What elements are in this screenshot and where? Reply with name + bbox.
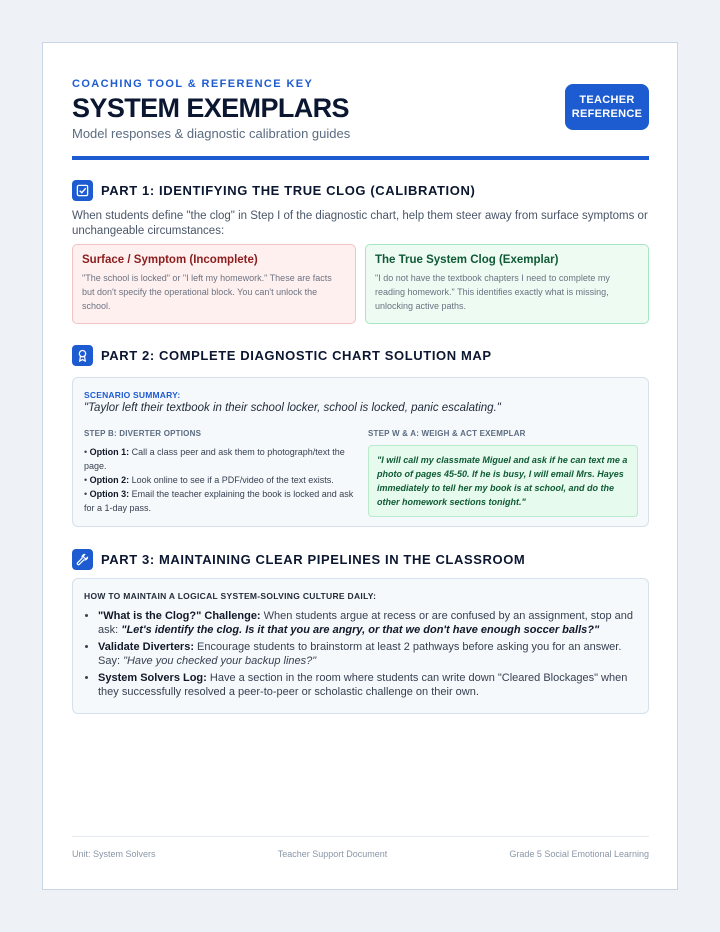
option-label: Option 3: bbox=[89, 489, 130, 499]
true-clog-body: "I do not have the textbook chapters I need to complete my reading homework." This identifies exactly what is missing, unlocking active paths. bbox=[375, 273, 610, 311]
teacher-reference-badge bbox=[565, 84, 649, 130]
part3-title: PART 3: MAINTAINING CLEAR PIPELINES IN THE CLASSROOM bbox=[101, 552, 526, 567]
option-text: Look online to see if a PDF/video of the text exists. bbox=[131, 475, 334, 485]
list-item: • Option 2: Look online to see if a PDF/video of the text exists. bbox=[84, 475, 334, 485]
document-page bbox=[42, 42, 678, 890]
true-clog-title: The True System Clog (Exemplar) bbox=[375, 254, 559, 266]
part2-heading bbox=[72, 345, 492, 366]
step-b-label: STEP B: DIVERTER OPTIONS bbox=[84, 429, 202, 438]
footer-unit: Unit: System Solvers bbox=[72, 849, 156, 859]
badge-line-2: REFERENCE bbox=[571, 108, 643, 120]
option-text: Email the teacher explaining the book is locked and ask for a 1-day pass. bbox=[84, 489, 354, 513]
diverter-options-list bbox=[84, 445, 354, 515]
part1-title: PART 1: IDENTIFYING THE TRUE CLOG (CALIBRATION) bbox=[101, 183, 476, 198]
badge-line-1: TEACHER bbox=[579, 94, 635, 106]
list-item bbox=[98, 671, 638, 699]
culture-label: HOW TO MAINTAIN A LOGICAL SYSTEM-SOLVING CULTURE DAILY: bbox=[84, 591, 377, 601]
scenario-text: "Taylor left their textbook in their school locker, school is locked, panic escalating." bbox=[84, 402, 501, 414]
option-label: Option 2: bbox=[89, 475, 130, 485]
part3-heading bbox=[72, 549, 525, 570]
item-text: When students argue at recess or are confused by an assignment, stop and ask: bbox=[98, 610, 633, 636]
surface-symptom-body: "The school is locked" or "I left my homework." These are facts but don't specify the operational block. You can't unlock the school. bbox=[82, 273, 332, 311]
scenario-label: SCENARIO SUMMARY: bbox=[84, 390, 181, 400]
wrench-icon bbox=[72, 549, 93, 570]
header-divider bbox=[72, 156, 649, 160]
list-item bbox=[98, 609, 638, 637]
page-subtitle: Model responses & diagnostic calibration guides bbox=[72, 126, 351, 141]
classroom-culture-box bbox=[72, 578, 649, 714]
checkbox-icon bbox=[72, 180, 93, 201]
item-text: Encourage students to brainstorm at least 2 pathways before asking you for an answer. Say: bbox=[98, 641, 622, 667]
option-text: Call a class peer and ask them to photograph/text the page. bbox=[84, 447, 345, 471]
item-lead: Validate Diverters: bbox=[98, 641, 194, 653]
surface-symptom-card bbox=[72, 244, 356, 324]
surface-symptom-title: Surface / Symptom (Incomplete) bbox=[82, 254, 258, 266]
part1-heading bbox=[72, 180, 475, 201]
item-lead: System Solvers Log: bbox=[98, 672, 207, 684]
step-wa-label: STEP W & A: WEIGH & ACT EXEMPLAR bbox=[368, 429, 526, 438]
page-title: SYSTEM EXEMPLARS bbox=[72, 93, 349, 123]
option-label: Option 1: bbox=[89, 447, 130, 457]
eyebrow-label: COACHING TOOL & REFERENCE KEY bbox=[72, 78, 314, 90]
item-quote: "Let's identify the clog. Is it that you are angry, or that we don't have enough soccer balls?" bbox=[121, 624, 600, 636]
weigh-act-exemplar: "I will call my classmate Miguel and ask if he can text me a photo of pages 45-50. If he is busy, I will email Mrs. Hayes immediately to tell her my book is at school, and do the other homework sections tonight." bbox=[368, 445, 638, 517]
part2-title: PART 2: COMPLETE DIAGNOSTIC CHART SOLUTION MAP bbox=[101, 348, 492, 363]
item-lead: "What is the Clog?" Challenge: bbox=[98, 610, 261, 622]
list-item bbox=[98, 640, 638, 668]
ribbon-icon bbox=[72, 345, 93, 366]
footer-grade: Grade 5 Social Emotional Learning bbox=[509, 849, 649, 859]
page-footer bbox=[72, 849, 649, 859]
footer-divider bbox=[72, 836, 649, 837]
true-clog-card bbox=[365, 244, 649, 324]
footer-doc-type: Teacher Support Document bbox=[277, 849, 388, 859]
culture-list bbox=[98, 609, 638, 702]
solution-map-box bbox=[72, 377, 649, 527]
part1-intro: When students define "the clog" in Step I of the diagnostic chart, help them steer away from surface symptoms or unchangeable circumstances: bbox=[72, 210, 648, 237]
list-item: • Option 3: Email the teacher explaining the book is locked and ask for a 1-day pass. bbox=[84, 489, 354, 513]
list-item: • Option 1: Call a class peer and ask them to photograph/text the page. bbox=[84, 447, 345, 471]
item-text: Have a section in the room where students can write down "Cleared Blockages" when they successfully resolved a peer-to-peer or scholastic challenge on their own. bbox=[98, 672, 628, 698]
item-quote: "Have you checked your backup lines?" bbox=[123, 655, 317, 667]
